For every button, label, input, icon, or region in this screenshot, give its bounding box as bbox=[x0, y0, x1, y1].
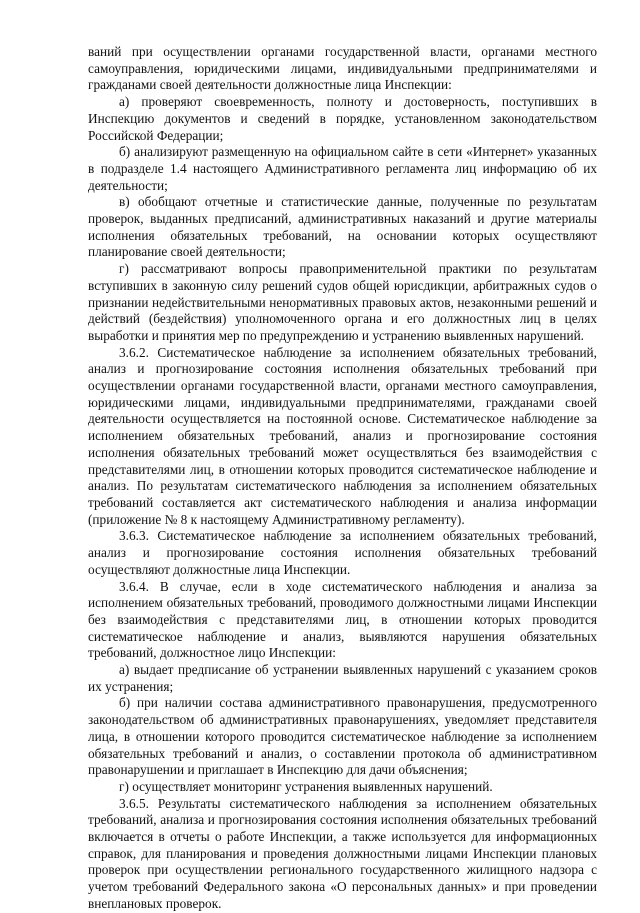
list-item-a-verify-documents: а) проверяют своевременность, полноту и достоверность, поступивших в Инспекцию документов и сведений в порядке, установленном законодательством Российской Федерации; bbox=[88, 94, 597, 143]
section-3-6-2-paragraph: 3.6.2. Систематическое наблюдение за исполнением обязательных требований, анализ и прогнозирование состояния исполнения обязательных требований при осуществлении органами государственной власти, органами местного самоуправления, юридическими лицами, индивидуальными предпринимателями, гражданами своей деятельности осуществляется на постоянной основе. Систематическое наблюдение за исполнением обязательных требований, анализ и прогнозирование состояния исполнения обязательных требований может осуществляться без взаимодействия с представителями лиц, в отношении которых проводится систематическое наблюдение и анализ. По результатам систематического наблюдения за исполнением обязательных требований составляется акт систематического наблюдения и анализа информации (приложение № 8 к настоящему Административному регламенту). bbox=[88, 344, 597, 527]
list-item-b-analyze-website-info: б) анализируют размещенную на официальном сайте в сети «Интернет» указанных в подразделе 1.4 настоящего Административного регламента лиц информацию об их деятельности; bbox=[88, 144, 597, 193]
section-3-6-3-paragraph: 3.6.3. Систематическое наблюдение за исполнением обязательных требований, анализ и прогнозирование состояния исполнения обязательных требований осуществляют должностные лица Инспекции. bbox=[88, 528, 597, 577]
list-item-a-issue-order: а) выдает предписание об устранении выявленных нарушений с указанием сроков их устранения; bbox=[88, 662, 597, 694]
list-item-b-notify-violation: б) при наличии состава административного правонарушения, предусмотренного законодательством об административных правонарушениях, уведомляет представителя лица, в отношении которого проводится систематическое наблюдение за исполнением обязательных требований и анализ, о составлении протокола об административном правонарушении и приглашает в Инспекцию для дачи объяснения; bbox=[88, 695, 597, 778]
list-item-d-review-law-practice: г) рассматривают вопросы правоприменительной практики по результатам вступивших в законную силу решений судов общей юрисдикции, арбитражных судов о признании недействительными ненормативных правовых актов, незаконными решений и действий (бездействия) уполномоченного органа и его должностных лиц в целях выработки и принятия мер по предупреждению и устранению выявленных нарушений. bbox=[88, 261, 597, 343]
document-text-column bbox=[88, 44, 597, 913]
paragraph-continuation: ваний при осуществлении органами государственной власти, органами местного самоуправления, юридическими лицами, индивидуальными предпринимателями и гражданами своей деятельности должностные лица Инспекции: bbox=[88, 44, 597, 93]
list-item-c-summarize-statistics: в) обобщают отчетные и статистические данные, полученные по результатам проверок, выданных предписаний, административных наказаний и другие материалы исполнения обязательных требований, на основании которых осуществляют планирование своей деятельности; bbox=[88, 194, 597, 260]
section-3-6-5-paragraph: 3.6.5. Результаты систематического наблюдения за исполнением обязательных требований, анализа и прогнозирования состояния исполнения обязательных требований включается в отчеты о работе Инспекции, а также используется для информационных справок, для планирования и проведения должностными лицами Инспекции плановых проверок при осуществлении регионального государственного жилищного надзора с учетом требований Федерального закона «О персональных данных» и при проведении внеплановых проверок. bbox=[88, 795, 597, 911]
list-item-d-monitor-elimination: г) осуществляет мониторинг устранения выявленных нарушений. bbox=[119, 778, 493, 794]
section-3-6-4-paragraph: 3.6.4. В случае, если в ходе систематического наблюдения и анализа за исполнением обязательных требований, проводимого должностными лицами Инспекции без взаимодействия с представителями лиц, в отношении которых проводится систематическое наблюдение и анализ, выявляются нарушения обязательных требований, должностное лицо Инспекции: bbox=[88, 578, 597, 661]
